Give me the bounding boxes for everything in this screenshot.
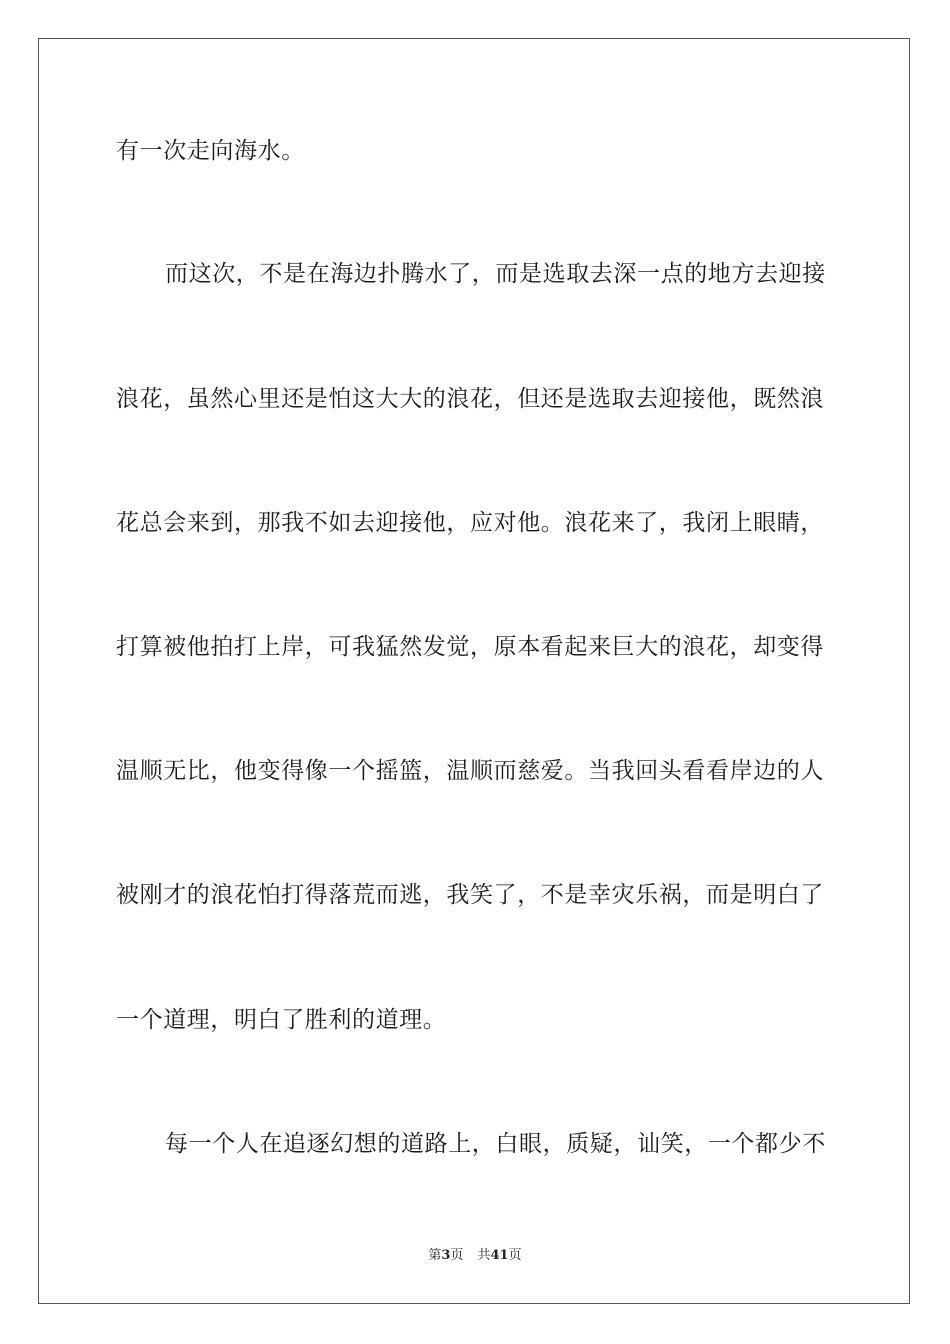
paragraph-line: 温顺无比，他变得像一个摇篮，温顺而慈爱。当我回头看看岸边的人 — [116, 758, 824, 784]
total-pages: 41 — [490, 1248, 509, 1263]
paragraph-line: 而这次，不是在海边扑腾水了，而是选取去深一点的地方去迎接 — [165, 261, 826, 287]
paragraph-line: 一个道理，明白了胜利的道理。 — [116, 1007, 447, 1033]
page-prefix: 第 — [428, 1248, 442, 1263]
paragraph-line: 每一个人在追逐幻想的道路上，白眼，质疑，讪笑，一个都少不 — [165, 1131, 826, 1157]
paragraph-line: 浪花，虽然心里还是怕这大大的浪花，但还是选取去迎接他，既然浪 — [116, 386, 824, 412]
paragraph-line: 有一次走向海水。 — [116, 138, 305, 164]
page-footer — [0, 1247, 950, 1265]
page-number: 3 — [441, 1248, 451, 1263]
paragraph-line: 花总会来到，那我不如去迎接他，应对他。浪花来了，我闭上眼睛， — [116, 510, 824, 536]
total-prefix: 共 — [477, 1248, 491, 1263]
paragraph-line: 打算被他拍打上岸，可我猛然发觉，原本看起来巨大的浪花，却变得 — [116, 634, 824, 660]
page-suffix: 页 — [450, 1248, 464, 1263]
page-border — [38, 38, 910, 1304]
total-suffix: 页 — [508, 1248, 522, 1263]
paragraph-line: 被刚才的浪花怕打得落荒而逃，我笑了，不是幸灾乐祸，而是明白了 — [116, 882, 824, 908]
